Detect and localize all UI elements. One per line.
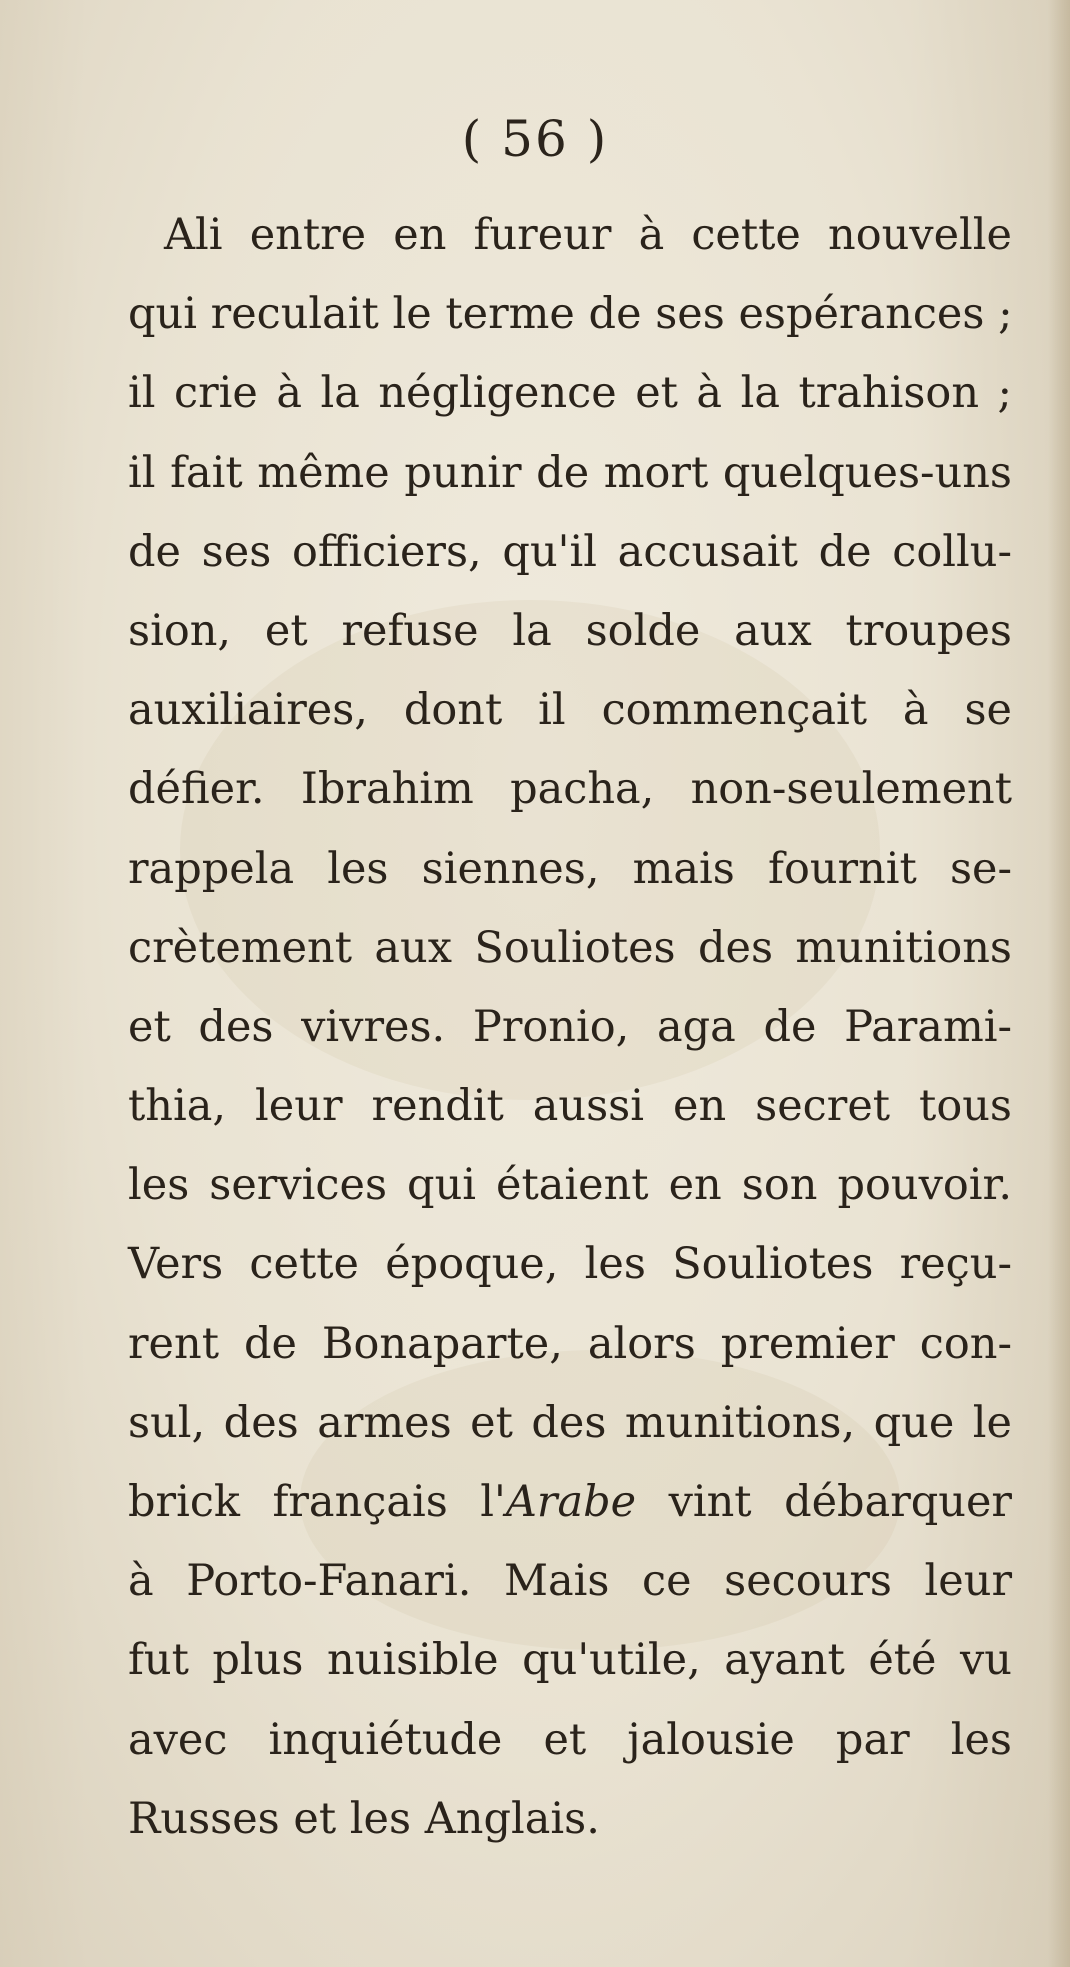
text-line: avec inquiétude et jalousie par les — [128, 1714, 1012, 1765]
text-line: il fait même punir de mort quelques-uns — [128, 447, 1012, 498]
text-line: sul, des armes et des munitions, que le — [128, 1397, 1012, 1448]
text-line: il crie à la négligence et à la trahison ; — [128, 368, 1012, 419]
text-line: et des vivres. Pronio, aga de Parami- — [128, 1001, 1012, 1052]
text-line: Russes et les Anglais. — [128, 1793, 600, 1844]
text-line: défier. Ibrahim pacha, non-seulement — [128, 764, 1012, 815]
text-line: auxiliaires, dont il commençait à se — [128, 685, 1012, 736]
text-segment: brick français l' — [128, 1477, 506, 1527]
page-number: ( 56 ) — [461, 110, 609, 168]
text-line: fut plus nuisible qu'utile, ayant été vu — [128, 1635, 1012, 1686]
text-line: Vers cette époque, les Souliotes reçu- — [128, 1239, 1012, 1290]
body-text — [128, 196, 1012, 1859]
text-segment: vint débarquer — [636, 1477, 1012, 1527]
italic-ship-name: Arabe — [505, 1477, 637, 1527]
text-line: à Porto-Fanari. Mais ce secours leur — [128, 1556, 1012, 1607]
text-line: rappela les siennes, mais fournit se- — [128, 843, 1012, 894]
text-line: Ali entre en fureur à cette nouvelle — [164, 210, 1012, 260]
text-line: thia, leur rendit aussi en secret tous — [128, 1081, 1012, 1132]
text-line: les services qui étaient en son pouvoir. — [128, 1160, 1012, 1211]
text-line-with-italic — [128, 1463, 1012, 1542]
page-edge-shadow — [1048, 0, 1070, 1967]
text-line: sion, et refuse la solde aux troupes — [128, 605, 1012, 656]
text-line: crètement aux Souliotes des munitions — [128, 922, 1012, 973]
text-line: rent de Bonaparte, alors premier con- — [128, 1318, 1012, 1369]
text-line: qui reculait le terme de ses espérances ; — [128, 289, 1013, 340]
text-line: de ses officiers, qu'il accusait de collu- — [128, 526, 1012, 577]
